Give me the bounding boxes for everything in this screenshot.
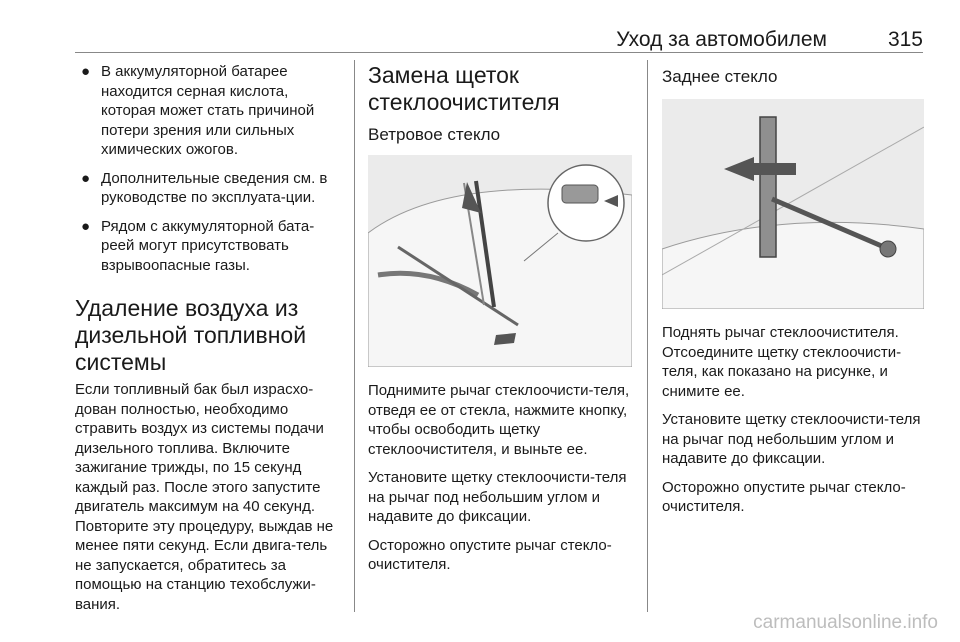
watermark: carmanualsonline.info <box>753 612 938 633</box>
right-column <box>662 62 924 526</box>
section-heading-wipers: Замена щеток стеклоочистителя <box>368 62 560 115</box>
bullet-text: Дополнительные сведения см. в руководстве по эксплуата-ции. <box>101 169 328 206</box>
diesel-paragraph: Если топливный бак был израсхо-дован полностью, необходимо стравить воздух из системы подачи дизельного топлива. Включите зажигание трижды, по 15 секунд каждый раз. После этого запустите двигатель максимум на 40 секунд. Повторите эту процедуру, выждав не менее пяти секунд. Если двига-тель не запускается, обратитесь за помощью на станцию техобслужи-вания. <box>75 381 334 613</box>
column-divider-1 <box>354 60 355 612</box>
left-column <box>75 62 343 623</box>
page-header <box>75 26 923 52</box>
bullet-icon: ● <box>81 217 91 235</box>
bullet-item <box>75 217 343 276</box>
section-heading-diesel: Удаление воздуха из дизельной топливной системы <box>75 295 307 375</box>
bullet-icon: ● <box>81 169 91 187</box>
rear-wiper-drawing <box>662 99 924 309</box>
bullet-item <box>75 62 343 160</box>
arrow-left-icon <box>724 157 754 181</box>
windshield-wiper-drawing <box>368 155 632 367</box>
rear-wiper-illustration <box>662 99 924 309</box>
header-divider <box>75 52 923 53</box>
bullet-icon: ● <box>81 63 91 80</box>
subheading-rear-window: Заднее стекло <box>662 67 778 86</box>
rear-step-2: Установите щетку стеклоочисти-теля на рычаг под небольшим углом и надавите до фиксации. <box>662 411 921 467</box>
page-number: 315 <box>887 28 923 51</box>
windshield-wiper-illustration <box>368 155 632 367</box>
running-title: Уход за автомобилем <box>616 28 827 51</box>
rear-step-1: Поднять рычаг стеклоочистителя. Отсоедините щетку стеклоочисти-теля, как показано на рисунке, и снимите ее. <box>662 324 902 400</box>
subheading-windshield: Ветровое стекло <box>368 125 501 144</box>
windshield-step-1: Поднимите рычаг стеклоочисти-теля, отведя ее от стекла, нажмите кнопку, чтобы освободить щетку стеклоочистителя, и выньте ее. <box>368 382 630 458</box>
column-divider-2 <box>647 60 648 612</box>
middle-column <box>368 62 632 584</box>
windshield-step-3: Осторожно опустите рычаг стекло-очистителя. <box>368 536 612 573</box>
bullet-text: В аккумуляторной батарее находится серная кислота, которая может стать причиной потери зрения или сильных химических ожогов. <box>101 63 315 158</box>
bullet-item <box>75 169 343 208</box>
bullet-text: Рядом с аккумуляторной бата-реей могут присутствовать взрывоопасные газы. <box>101 217 315 274</box>
windshield-step-2: Установите щетку стеклоочисти-теля на рычаг под небольшим углом и надавите до фиксации. <box>368 469 627 525</box>
rear-step-3: Осторожно опустите рычаг стекло-очистителя. <box>662 478 906 515</box>
